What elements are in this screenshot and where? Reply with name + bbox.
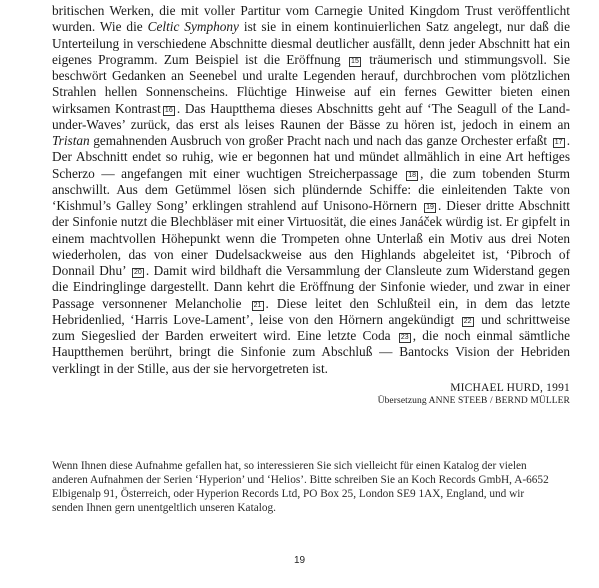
essay-paragraph bbox=[52, 3, 570, 377]
text-run: britischen Werken, die mit voller Partitur vom Carnegie United Kingdom Trust veröffentlicht wurden. Wie die bbox=[52, 3, 570, 35]
text-run: , die noch einmal sämtliche Hauptthemen berührt, bringt die Sinfonie zum Abschluß — Bantocks Vision der Hebriden verklingt in der Stille, aus der sie hervorgetreten ist. bbox=[52, 328, 570, 376]
track-marker-16: 16 bbox=[163, 106, 175, 116]
text-run: . Das Hauptthema dieses Abschnitts geht auf ‘The Seagull of the Land-under-Waves’ zurück, das erst als leises Raunen der Bässe zu hören ist, jedoch in einem an bbox=[52, 100, 570, 132]
text-run: gemahnenden Ausbruch von großer Pracht nach und nach das ganze Orchester erfaßt bbox=[89, 133, 548, 148]
track-marker-22: 22 bbox=[462, 317, 474, 327]
track-marker-20: 20 bbox=[132, 268, 144, 278]
track-marker-19: 19 bbox=[424, 203, 436, 213]
text-run: ist sie in einem kontinuierlichen Satz angelegt, nur daß die Unterteilung in verschiedene Abschnitte diesmal deutlicher ausfällt, denn jeder Abschnitt hat ein eigenes Programm. Zum Beispiel ist die Eröffnung bbox=[52, 19, 571, 67]
text-run: träumerisch und stimmungsvoll. Sie beschwört Gedanken an Seenebel und uralte Legenden herauf, durchbrochen vom plötzlichen Strahlen hellen Sonnenscheins. Flüchtige Hinweise auf ein fernes Gewitter bieten einen wirksamen Kontrast bbox=[52, 51, 571, 116]
work-title-tristan: Tristan bbox=[52, 133, 90, 148]
track-marker-18: 18 bbox=[406, 171, 418, 181]
track-marker-23: 23 bbox=[399, 333, 411, 343]
text-run: . Dieser dritte Abschnitt der Sinfonie nutzt die Blechbläser mit einer Virtuosität, die eines Janáček würdig ist. Er gipfelt in einem machtvollen Höhepunkt wenn die Trompeten ohne Unterlaß ein Motiv aus drei Noten wiederholen, das von einer Dudelsackweise aus den Highlands abgeleitet ist, ‘Pibroch of Donnail Dhu’ bbox=[52, 198, 570, 278]
catalog-note: Wenn Ihnen diese Aufnahme gefallen hat, so interessieren Sie sich vielleicht für einen Katalog der vielen anderen Aufnahmen der Serien ‘Hyperion’ und ‘Helios’. Bitte schreiben Sie an Koch Records GmbH, A-6652 Elbigenalp 91, Österreich, oder Hyperion Records Ltd, PO Box 25, London SE9 1AX, England, und wir senden Ihnen gern unentgeltlich unseren Katalog. bbox=[52, 460, 549, 515]
text-run: . Damit wird bildhaft die Versammlung der Clansleute zum Widerstand gegen die Eindringlinge dargestellt. Dann kehrt die Eröffnung der Sinfonie wieder, und zwar in einer Passage versonnener Melancholie bbox=[52, 263, 570, 311]
text-run: , die zum tobenden Sturm anschwillt. Aus dem Getümmel lösen sich plündernde Schiffe: die einleitenden Takte von ‘Kishmul’s Galley Song’ erklingen strahlend auf Unisono-Hörnern bbox=[52, 165, 570, 213]
work-title-celtic-symphony: Celtic Symphony bbox=[147, 19, 239, 35]
translator-credit: Übersetzung ANNE STEEB / BERND MÜLLER bbox=[377, 395, 570, 406]
page-number: 19 bbox=[293, 555, 306, 566]
text-run: . Diese leitet den Schlußteil ein, in dem das letzte Hebridenlied, ‘Harris Love-Lament’, leise von den Hörnern angekündigt bbox=[52, 295, 571, 327]
track-marker-17: 17 bbox=[553, 138, 565, 148]
text-run: und schrittweise zum Siegeslied der Barden erweitert wird. Eine letzte Coda bbox=[52, 311, 571, 343]
track-marker-15: 15 bbox=[349, 57, 361, 67]
text-run: . Der Abschnitt endet so ruhig, wie er begonnen hat und mündet allmählich in eine Art heftiges Scherzo — angefangen mit einer wuchtigen Streicherpassage bbox=[52, 133, 571, 181]
track-marker-21: 21 bbox=[252, 301, 264, 311]
author-credit: MICHAEL HURD, 1991 bbox=[450, 381, 570, 394]
signature-block bbox=[52, 382, 570, 408]
essay-body bbox=[52, 3, 570, 408]
